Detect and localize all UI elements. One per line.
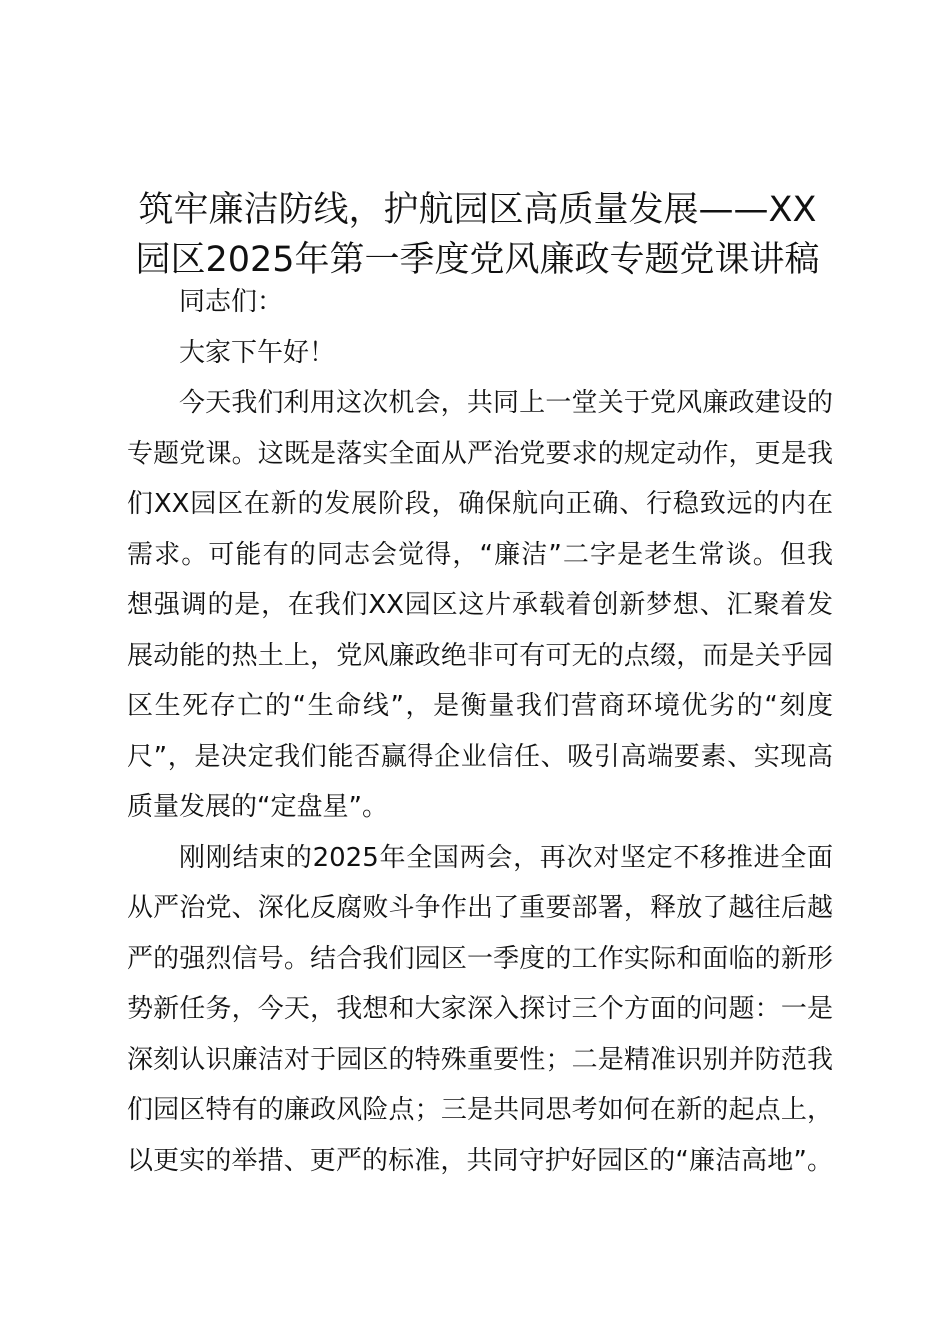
paragraph-line: 展动能的热土上，党风廉政绝非可有可无的点缀，而是关乎园 [127,640,833,671]
paragraph-line: 从严治党、深化反腐败斗争作出了重要部署，释放了越往后越 [127,893,833,923]
greeting-paragraph [127,277,833,328]
paragraph-line: 想强调的是，在我们XX园区这片承载着创新梦想、汇聚着发 [127,590,833,620]
paragraph-line: 质量发展的“定盘星”。 [127,792,388,822]
salutation-paragraph [127,328,833,379]
paragraph-line: 以更实的举措、更严的标准，共同守护好园区的“廉洁高地”。 [127,1145,833,1176]
greeting-text: 同志们： [179,287,284,317]
intro-paragraph [127,378,833,833]
paragraph-line: 们园区特有的廉政风险点；三是共同思考如何在新的起点上， [127,1095,833,1125]
document-body [127,277,833,1186]
paragraph-line: 深刻认识廉洁对于园区的特殊重要性；二是精准识别并防范我 [127,1044,833,1075]
salutation-text: 大家下午好！ [179,337,336,368]
document-title [120,185,835,285]
paragraph-line: 专题党课。这既是落实全面从严治党要求的规定动作，更是我 [127,438,833,469]
paragraph-line: 势新任务，今天，我想和大家深入探讨三个方面的问题：一是 [127,994,833,1024]
paragraph-line: 刚刚结束的2025年全国两会，再次对坚定不移推进全面 [179,842,833,873]
paragraph-line: 尺”，是决定我们能否赢得企业信任、吸引高端要素、实现高 [127,741,833,772]
paragraph-line: 区生死存亡的“生命线”，是衡量我们营商环境优劣的“刻度 [127,691,833,721]
paragraph-line: 今天我们利用这次机会，共同上一堂关于党风廉政建设的 [179,388,833,418]
paragraph-line: 们XX园区在新的发展阶段，确保航向正确、行稳致远的内在 [127,489,833,519]
title-line: 筑牢廉洁防线，护航园区高质量发展——XX [138,190,817,230]
paragraph-line: 严的强烈信号。结合我们园区一季度的工作实际和面临的新形 [127,943,833,974]
context-paragraph [127,833,833,1187]
title-line: 园区2025年第一季度党风廉政专题党课讲稿 [135,240,820,280]
paragraph-line: 需求。可能有的同志会觉得，“廉洁”二字是老生常谈。但我 [127,539,833,570]
